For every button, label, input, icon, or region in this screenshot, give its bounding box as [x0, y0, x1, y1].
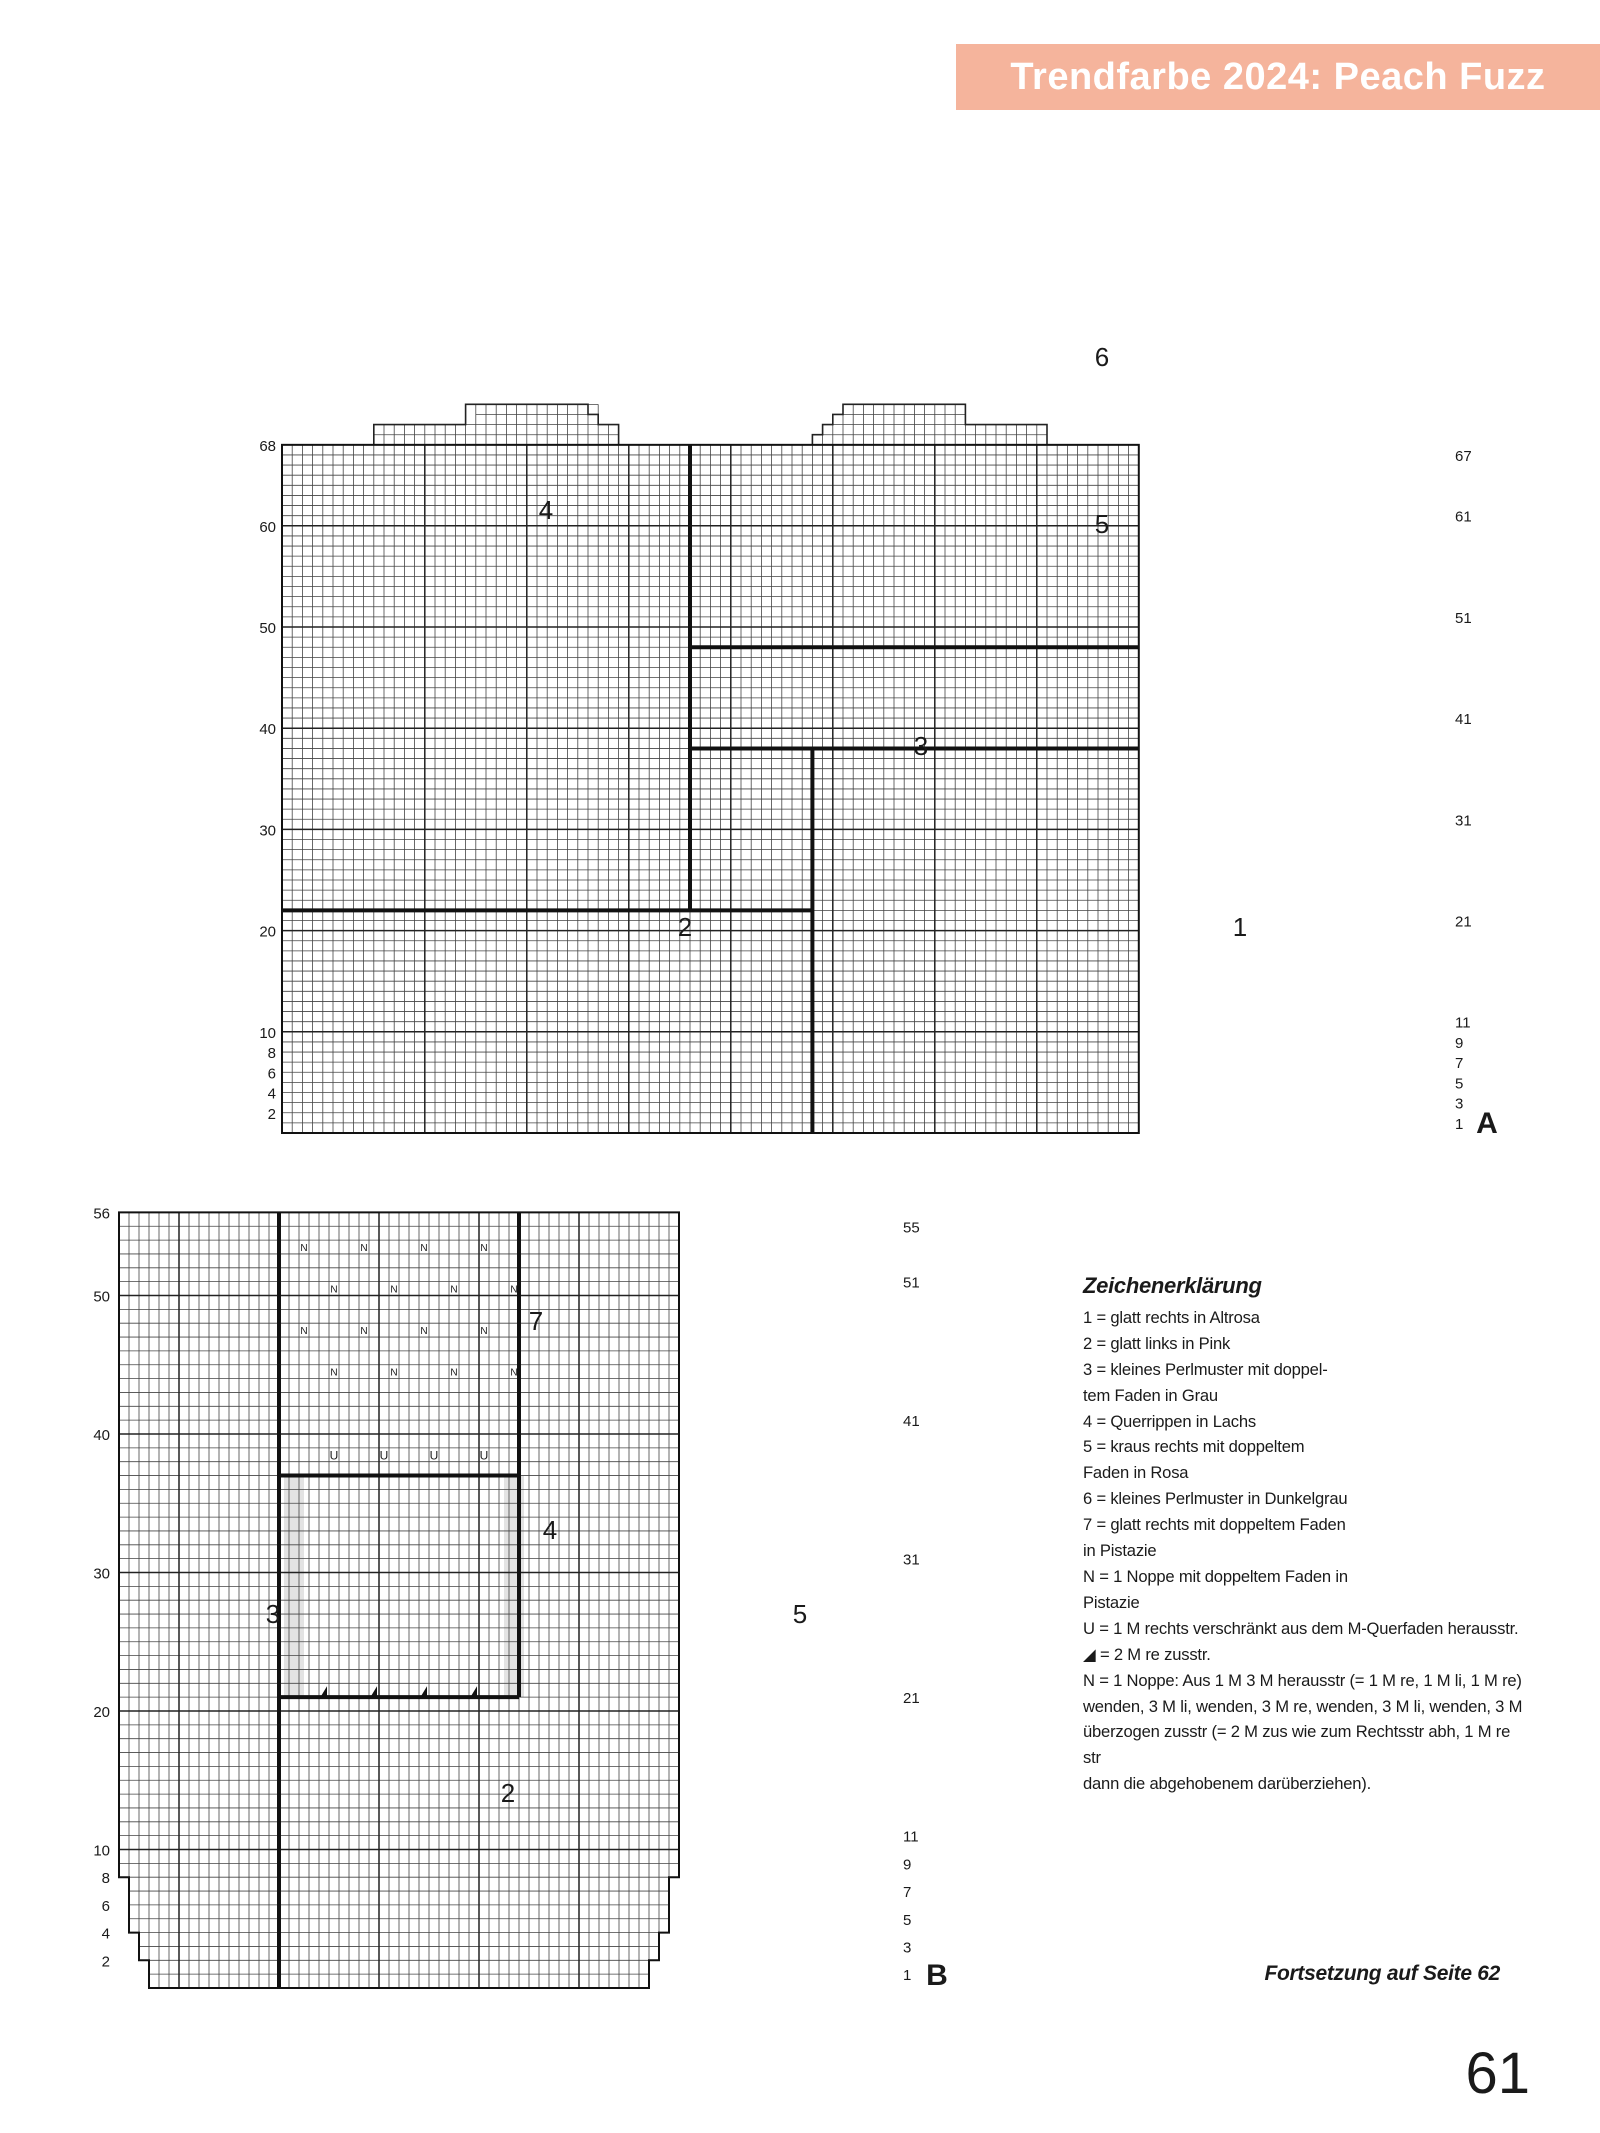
chart-a-row-label-left: 4	[267, 1085, 276, 1103]
chart-a-row-label-left: 8	[267, 1045, 276, 1063]
legend-title: Zeichenerklärung	[1083, 1273, 1262, 1298]
nub-symbol: N	[510, 1284, 518, 1296]
nub-symbol: N	[330, 1284, 338, 1296]
legend-item: N = 1 Noppe: Aus 1 M 3 M herausstr (= 1 M re, 1 M li, 1 M re)	[1083, 1670, 1522, 1690]
nub-symbol: N	[480, 1326, 488, 1338]
nub-symbol: N	[420, 1326, 428, 1338]
legend-item: 3 = kleines Perlmuster mit doppel-	[1083, 1359, 1328, 1379]
legend-item: ◢ = 2 M re zusstr.	[1083, 1644, 1211, 1664]
increase-symbol: U	[429, 1448, 439, 1463]
chart-b-row-label-right: 55	[903, 1219, 920, 1237]
chart-b-row-label-left: 8	[101, 1870, 110, 1888]
chart-b-row-label-left: 2	[101, 1953, 110, 1971]
increase-symbol: U	[379, 1448, 389, 1463]
nub-symbol: N	[480, 1242, 488, 1254]
chart-a-region-5: 5	[1094, 509, 1110, 539]
chart-b-row-label-right: 7	[903, 1884, 912, 1902]
chart-a-region-3: 3	[913, 731, 929, 761]
chart-a-row-label-right: 51	[1455, 609, 1472, 627]
chart-b-row-label-left: 10	[93, 1842, 110, 1860]
legend-item: Pistazie	[1083, 1592, 1140, 1612]
legend-item: N = 1 Noppe mit doppeltem Faden in	[1083, 1566, 1348, 1586]
section-banner: Trendfarbe 2024: Peach Fuzz	[956, 44, 1600, 110]
chart-a-row-label-right: 9	[1455, 1034, 1464, 1052]
chart-a-row-label-right: 41	[1455, 711, 1472, 729]
continuation-note: Fortsetzung auf Seite 62	[1264, 1962, 1500, 1985]
page-number: 61	[1465, 2041, 1530, 2106]
legend-item: wenden, 3 M li, wenden, 3 M re, wenden, 3 M li, wenden, 3 M	[1083, 1696, 1523, 1716]
chart-a-row-label-left: 50	[259, 620, 276, 637]
chart-a-row-label-right: 31	[1455, 812, 1472, 830]
chart-b-region-7: 7	[528, 1306, 544, 1336]
chart-b-row-label-right: 21	[903, 1690, 920, 1708]
chart-a-row-label-left: 2	[267, 1105, 276, 1123]
chart-a-row-label-right: 61	[1455, 508, 1472, 526]
legend-item: 6 = kleines Perlmuster in Dunkelgrau	[1083, 1489, 1348, 1509]
nub-symbol: N	[330, 1367, 338, 1379]
nub-symbol: N	[360, 1326, 368, 1338]
chart-a	[259, 342, 1498, 1140]
chart-b-label: B	[926, 1959, 948, 1992]
chart-a-row-label-left: 10	[259, 1024, 276, 1042]
decrease-symbol	[421, 1686, 427, 1696]
chart-b-row-label-right: 31	[903, 1551, 920, 1569]
nub-symbol: N	[390, 1367, 398, 1379]
chart-a-region-6: 6	[1094, 342, 1110, 372]
chart-a-region-1: 1	[1232, 912, 1248, 942]
chart-b-row-label-right: 5	[903, 1911, 912, 1929]
chart-b-region-4: 4	[542, 1515, 558, 1545]
chart-a-row-label-left: 68	[259, 437, 276, 455]
chart-b-row-label-right: 41	[903, 1413, 920, 1431]
chart-b-row-label-right: 1	[903, 1967, 912, 1985]
chart-a-row-label-right: 5	[1455, 1075, 1464, 1093]
chart-b-row-label-left: 30	[93, 1565, 110, 1583]
decrease-symbol	[321, 1686, 327, 1696]
chart-a-row-label-left: 60	[259, 518, 276, 536]
chart-a-row-label-left: 30	[259, 822, 276, 840]
chart-a-region-2: 2	[677, 912, 693, 942]
nub-symbol: N	[450, 1367, 458, 1379]
increase-symbol: U	[479, 1448, 489, 1463]
chart-a-region-4: 4	[538, 495, 554, 525]
chart-a-row-label-left: 40	[259, 721, 276, 739]
chart-b-row-label-left: 20	[93, 1704, 110, 1721]
legend-item: 1 = glatt rechts in Altrosa	[1083, 1307, 1260, 1327]
legend-item: tem Faden in Grau	[1083, 1385, 1218, 1405]
chart-a-row-label-right: 21	[1455, 913, 1472, 931]
decrease-symbol	[471, 1686, 477, 1696]
chart-a-row-label-left: 20	[259, 923, 276, 941]
chart-b-row-label-left: 4	[101, 1925, 110, 1943]
chart-a-row-label-left: 6	[267, 1065, 276, 1083]
nub-symbol: N	[450, 1284, 458, 1296]
chart-b-row-label-right: 3	[903, 1939, 912, 1957]
chart-b-region-2: 2	[500, 1778, 516, 1808]
chart-a-shoulders	[374, 404, 1047, 444]
legend-item: 2 = glatt links in Pink	[1083, 1333, 1231, 1353]
legend-item: Faden in Rosa	[1083, 1463, 1189, 1483]
chart-a-row-label-right: 67	[1455, 447, 1472, 465]
legend-item: in Pistazie	[1083, 1541, 1157, 1561]
nub-symbol: N	[510, 1367, 518, 1379]
legend	[1083, 1273, 1523, 1797]
chart-b-row-label-right: 9	[903, 1856, 912, 1874]
chart-b-region-3: 3	[265, 1599, 281, 1629]
decrease-symbol	[371, 1686, 377, 1696]
chart-b	[93, 1205, 948, 1992]
legend-item: überzogen zusstr (= 2 M zus wie zum Rechtsstr abh, 1 M re str	[1083, 1722, 1511, 1768]
legend-item: U = 1 M rechts verschränkt aus dem M-Querfaden herausstr.	[1083, 1618, 1519, 1638]
chart-b-row-label-right: 11	[903, 1828, 919, 1846]
legend-item: dann die abgehobenem darüberziehen).	[1083, 1774, 1372, 1794]
legend-items	[1083, 1305, 1523, 1797]
chart-b-row-label-left: 50	[93, 1288, 110, 1306]
nub-symbol: N	[300, 1242, 308, 1254]
increase-symbol: U	[329, 1448, 339, 1463]
chart-b-row-label-left: 56	[93, 1205, 110, 1223]
chart-a-row-label-right: 1	[1455, 1115, 1464, 1133]
chart-a-row-label-right: 11	[1455, 1014, 1471, 1032]
chart-b-row-label-right: 51	[903, 1274, 920, 1292]
nub-symbol: N	[360, 1242, 368, 1254]
chart-b-region-5: 5	[792, 1599, 808, 1629]
nub-symbol: N	[300, 1326, 308, 1338]
chart-a-row-label-right: 7	[1455, 1055, 1464, 1073]
legend-item: 7 = glatt rechts mit doppeltem Faden	[1083, 1515, 1346, 1535]
chart-a-label: A	[1476, 1107, 1498, 1140]
nub-symbol: N	[390, 1284, 398, 1296]
chart-b-row-label-left: 6	[101, 1897, 110, 1915]
legend-item: 5 = kraus rechts mit doppeltem	[1083, 1437, 1305, 1457]
nub-symbol: N	[420, 1242, 428, 1254]
legend-item: 4 = Querrippen in Lachs	[1083, 1411, 1256, 1431]
chart-b-grid	[119, 1212, 679, 1988]
chart-b-row-label-left: 40	[93, 1427, 110, 1444]
chart-a-row-label-right: 3	[1455, 1095, 1464, 1113]
